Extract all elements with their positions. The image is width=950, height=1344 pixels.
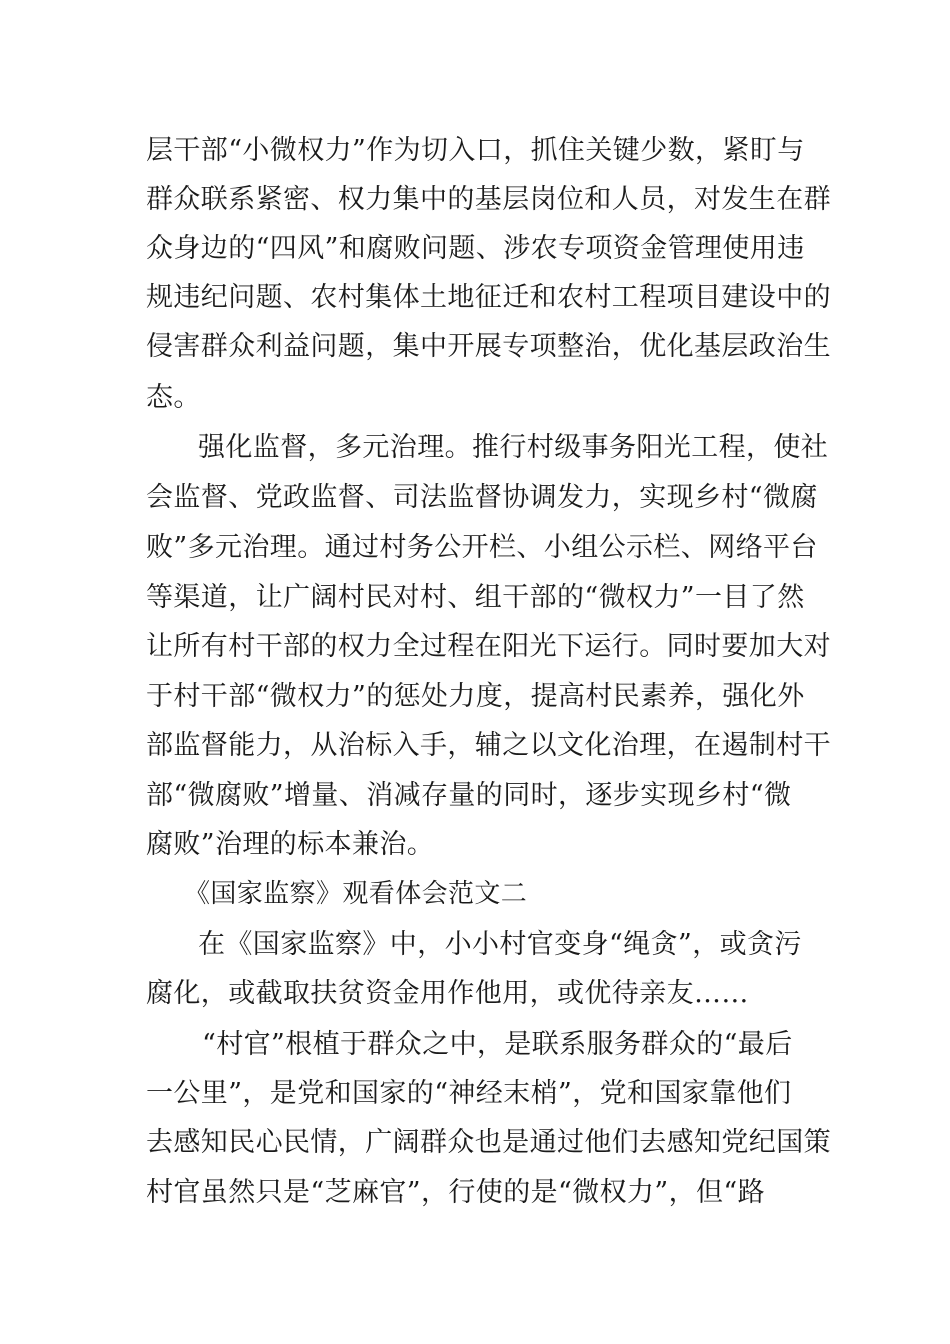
paragraph-start-village-official: “村官”根植于群众之中，是联系服务群众的“最后: [202, 1029, 793, 1060]
text-line-18: 腐化，或截取扶贫资金用作他用，或优待亲友……: [146, 978, 749, 1009]
section-heading: 《国家监察》观看体会范文二: [184, 879, 528, 909]
text-line-13: 部监督能力，从治标入手，辅之以文化治理，在遏制村干: [146, 730, 831, 761]
text-line-11: 让所有村干部的权力全过程在阳光下运行。同时要加大对: [146, 631, 831, 662]
text-line-22: 村官虽然只是“芝麻官”，行使的是“微权力”，但“路: [146, 1177, 766, 1208]
text-line-2: 群众联系紧密、权力集中的基层岗位和人员，对发生在群: [146, 184, 831, 215]
text-line-15: 腐败”治理的标本兼治。: [146, 829, 435, 860]
text-line-5: 侵害群众利益问题，集中开展专项整治，优化基层政治生: [146, 331, 831, 362]
paragraph-start-strengthen-supervision: 强化监督，多元治理。推行村级事务阳光工程，使社: [198, 432, 829, 463]
text-line-3: 众身边的“四风”和腐败问题、涉农专项资金管理使用违: [146, 233, 805, 264]
text-line-21: 去感知民心民情，广阔群众也是通过他们去感知党纪国策: [146, 1127, 831, 1158]
text-line-6: 态。: [146, 382, 201, 413]
text-line-8: 会监督、党政监督、司法监督协调发力，实现乡村“微腐: [146, 482, 818, 513]
text-line-1: 层干部“小微权力”作为切入口，抓住关键少数，紧盯与: [146, 135, 805, 166]
text-line-10: 等渠道，让广阔村民对村、组干部的“微权力”一目了然: [146, 582, 805, 613]
text-line-9: 败”多元治理。通过村务公开栏、小组公示栏、网络平台: [146, 532, 818, 563]
text-line-14: 部“微腐败”增量、消减存量的同时，逐步实现乡村“微: [146, 780, 792, 811]
text-line-20: 一公里”，是党和国家的“神经末梢”，党和国家靠他们: [146, 1078, 792, 1109]
paragraph-start-national-supervision: 在《国家监察》中，小小村官变身“绳贪”，或贪污: [198, 929, 802, 960]
text-line-4: 规违纪问题、农村集体土地征迁和农村工程项目建设中的: [146, 282, 831, 313]
text-line-12: 于村干部“微权力”的惩处力度，提高村民素养，强化外: [146, 681, 805, 712]
